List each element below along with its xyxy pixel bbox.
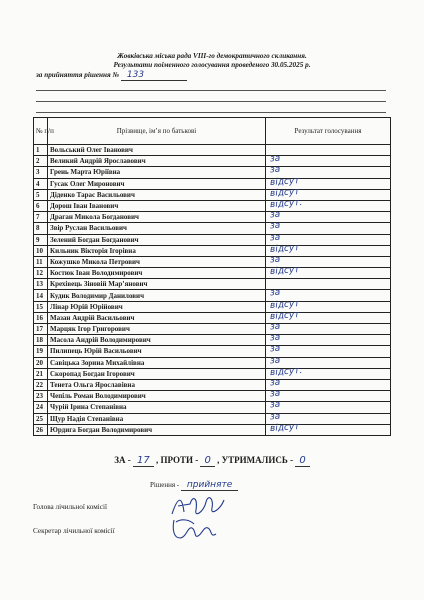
row-number: 18 [34, 335, 48, 346]
table-row [34, 391, 391, 402]
table-row [34, 301, 391, 312]
vote-result-cell [266, 346, 391, 357]
vote-result-cell [266, 145, 391, 156]
decision-number: 133 [121, 70, 187, 81]
row-number: 4 [34, 178, 48, 189]
deputy-name: Драган Микола Богданович [48, 212, 266, 223]
vote-result-cell [266, 197, 391, 211]
row-number: 23 [34, 391, 48, 402]
vote-result-cell [266, 379, 391, 390]
decision-result-value: прийняте [181, 480, 238, 491]
table-row [34, 234, 391, 245]
table-row [34, 145, 391, 156]
row-number: 13 [34, 279, 48, 290]
deputy-name: Грень Марта Юріївна [48, 167, 266, 178]
vote-result: за [269, 321, 281, 333]
vote-result: за [269, 411, 281, 422]
row-number: 22 [34, 379, 48, 390]
vote-result: відсут [269, 309, 300, 322]
deputy-name: Кильник Вікторія Ігорівна [48, 245, 266, 256]
vote-result-cell [266, 265, 391, 279]
row-number: 12 [34, 268, 48, 279]
vote-result-cell [266, 153, 391, 167]
vote-result: за [269, 344, 281, 355]
row-number: 20 [34, 357, 48, 368]
vote-result: за [269, 153, 281, 165]
table-row [34, 379, 391, 390]
head-commission-label: Голова лічильної комісії [33, 503, 107, 511]
row-number: 17 [34, 324, 48, 335]
table-row [34, 268, 391, 279]
blank-line-1 [36, 90, 386, 91]
deputy-name: Марцяк Ігор Григорович [48, 324, 266, 335]
row-number: 19 [34, 346, 48, 357]
table-row [34, 279, 391, 290]
vote-result-cell [266, 321, 391, 335]
vote-result: відсут [269, 186, 300, 199]
row-number: 5 [34, 189, 48, 200]
vote-result: за [269, 254, 281, 266]
row-number: 25 [34, 413, 48, 424]
vote-result-cell [266, 365, 391, 379]
deputy-name: Пилипець Юрій Васильович [48, 346, 266, 357]
vote-result: відсут [269, 298, 300, 311]
vote-result: відсут [269, 421, 300, 434]
deputy-name: Діденко Тарас Васильович [48, 189, 266, 200]
vote-result: відсут [269, 175, 300, 188]
table-row [34, 402, 391, 413]
decision-result [150, 480, 238, 490]
vote-result: за [269, 399, 281, 411]
col-result-header: Результат голосування [266, 118, 391, 145]
vote-result: відсут. [269, 197, 303, 211]
vote-result-cell [266, 279, 391, 290]
table-row [34, 335, 391, 346]
proty-label: , ПРОТИ - [156, 455, 199, 465]
row-number: 15 [34, 301, 48, 312]
row-number: 11 [34, 256, 48, 267]
vote-result: за [269, 232, 281, 243]
vote-result: за [269, 332, 281, 344]
deputy-name: Лінар Юрій Юрійович [48, 301, 266, 312]
row-number: 7 [34, 212, 48, 223]
deputy-name: Масола Андрій Володимирович [48, 335, 266, 346]
deputy-name: Зелений Богдан Богданович [48, 234, 266, 245]
voting-results-title: Результати поіменного голосування проведеного 30.05.2025 р. [113, 61, 311, 69]
row-number: 1 [34, 145, 48, 156]
table-row [34, 413, 391, 424]
za-count: 17 [133, 455, 154, 467]
deputy-name: Савіцька Зорина Михайлівна [48, 357, 266, 368]
vote-result-cell [266, 421, 391, 435]
row-number: 21 [34, 368, 48, 379]
col-name-header: Прізвище, ім’я по батькові [48, 118, 266, 145]
deputy-name: Гусак Олег Миронович [48, 178, 266, 189]
vote-result-cell [266, 242, 391, 256]
deputy-name: Чепіль Роман Володимирович [48, 391, 266, 402]
table-row [34, 167, 391, 178]
table-row [34, 178, 391, 189]
vote-result: відсут. [269, 365, 303, 378]
deputy-name: Дорош Іван Іванович [48, 200, 266, 211]
table-row [34, 212, 391, 223]
vote-result: за [269, 165, 281, 176]
table-header-row [34, 118, 391, 145]
blank-line-3 [36, 112, 386, 113]
deputy-name: Вольський Олег Іванович [48, 145, 266, 156]
row-number: 2 [34, 156, 48, 167]
table-row [34, 324, 391, 335]
vote-result-cell [266, 220, 391, 234]
deputy-name: Мазан Андрій Васильович [48, 312, 266, 323]
za-label: ЗА - [114, 455, 131, 465]
table-row [34, 223, 391, 234]
row-number: 24 [34, 402, 48, 413]
deputy-name: Тенета Ольга Ярославівна [48, 379, 266, 390]
table-row [34, 312, 391, 323]
row-number: 14 [34, 290, 48, 301]
table-row [34, 290, 391, 301]
row-number: 3 [34, 167, 48, 178]
decision-line [36, 70, 187, 81]
vote-result: за [269, 288, 281, 299]
vote-result-cell [266, 332, 391, 346]
vote-result: за [269, 388, 281, 400]
table-row [34, 256, 391, 267]
utr-count: 0 [295, 455, 309, 467]
deputy-name: Костюк Іван Володимирович [48, 268, 266, 279]
vote-result: за [269, 377, 281, 389]
vote-result-cell [266, 399, 391, 413]
row-number: 16 [34, 312, 48, 323]
vote-result: за [269, 355, 281, 366]
table-row [34, 368, 391, 379]
vote-result-cell [266, 309, 391, 323]
deputy-name: Чурій Ірина Степанівна [48, 402, 266, 413]
table-row [34, 245, 391, 256]
decision-label: за прийняття рішення № [36, 71, 120, 79]
row-number: 10 [34, 245, 48, 256]
deputy-name: Кудик Володимир Данилович [48, 290, 266, 301]
row-number: 6 [34, 200, 48, 211]
decision-result-label: Рішення - [150, 481, 180, 489]
deputy-name: Кожушко Микола Петрович [48, 256, 266, 267]
vote-result: відсут [269, 242, 300, 255]
deputy-name: Великий Андрій Ярославович [48, 156, 266, 167]
secretary-signature [168, 516, 224, 542]
deputy-name: Скоропад Богдан Ігорович [48, 368, 266, 379]
proty-count: 0 [200, 455, 214, 467]
row-number: 9 [34, 234, 48, 245]
row-number: 8 [34, 223, 48, 234]
deputy-name: Юрдига Богдан Володимирович [48, 424, 266, 435]
table-row [34, 156, 391, 167]
blank-line-2 [36, 101, 386, 102]
table-row [34, 200, 391, 211]
deputy-name: Звір Руслан Васильович [48, 223, 266, 234]
vote-result: за [269, 209, 281, 221]
table-row [34, 346, 391, 357]
table-row [34, 189, 391, 200]
deputy-name: Щур Надія Степанівна [48, 413, 266, 424]
council-title: Жовківська міська рада VIII-го демократичного скликання. [117, 52, 307, 60]
table-row [34, 357, 391, 368]
row-number: 26 [34, 424, 48, 435]
deputy-name: Крехівець Зіновій Мар’янович [48, 279, 266, 290]
col-number-header: № п/п [34, 118, 48, 145]
secretary-commission-label: Секретар лічильної комісії [33, 527, 115, 535]
vote-result-cell [266, 209, 391, 223]
vote-result: відсут [269, 265, 300, 278]
table-row [34, 424, 391, 435]
voting-table [33, 117, 391, 436]
utr-label: , УТРИМАЛИСЬ - [217, 455, 294, 465]
vote-result: за [269, 220, 281, 232]
vote-result-cell [266, 388, 391, 402]
vote-totals [0, 455, 424, 466]
